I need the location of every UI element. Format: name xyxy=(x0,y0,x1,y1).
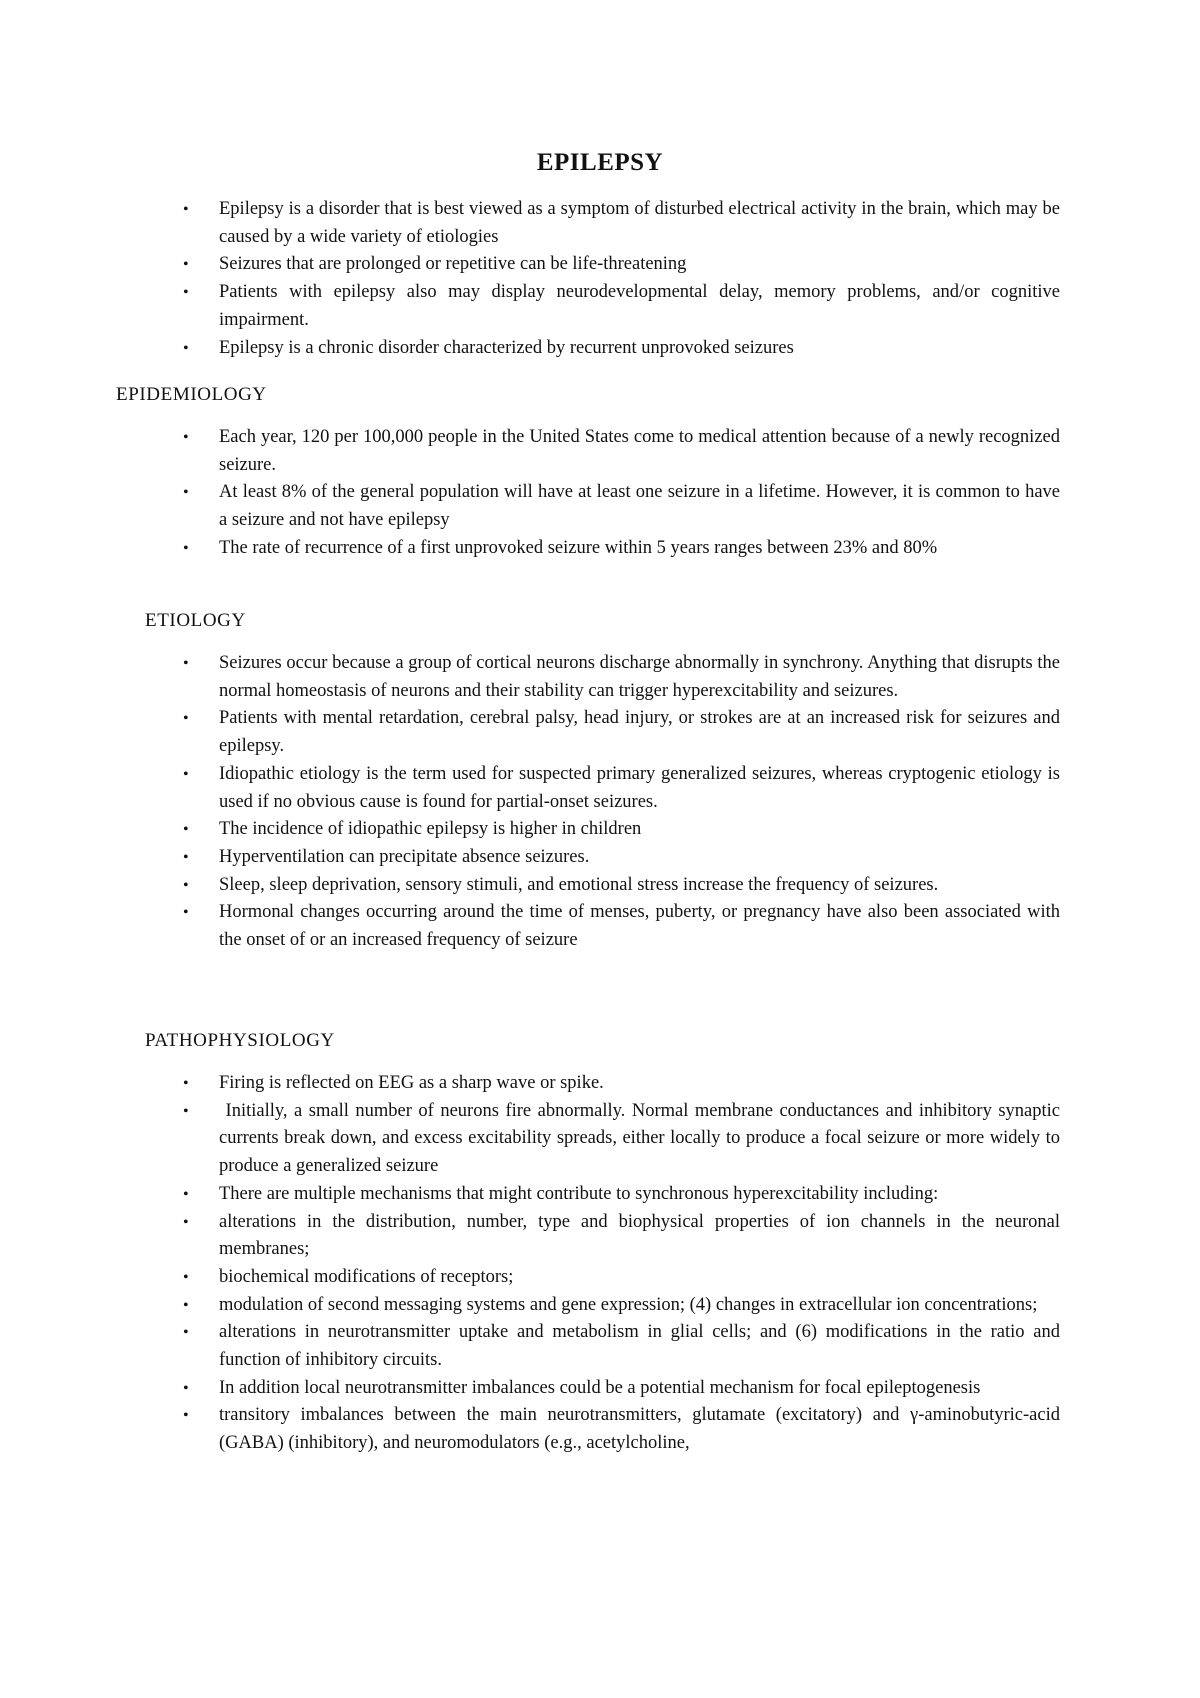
list-item: • Hormonal changes occurring around the time of menses, puberty, or pregnancy have also been associated with the onset of or an increased frequency of seizure xyxy=(0,899,1060,954)
bullet-icon: • xyxy=(183,1268,189,1286)
intro-list xyxy=(0,196,1200,362)
bullet-icon: • xyxy=(183,284,189,302)
list-item: • Sleep, sleep deprivation, sensory stimuli, and emotional stress increase the frequency of seizures. xyxy=(0,872,1060,900)
bullet-icon: • xyxy=(183,1213,189,1231)
bullet-icon: • xyxy=(183,484,189,502)
bullet-icon: • xyxy=(183,1102,189,1120)
bullet-icon: • xyxy=(183,710,189,728)
bullet-icon: • xyxy=(183,1185,189,1203)
list-item: • Hyperventilation can precipitate absence seizures. xyxy=(0,844,1060,872)
list-item: • Seizures occur because a group of cortical neurons discharge abnormally in synchrony. Anything that disrupts the normal homeostasis of neurons and their stability can trigger hyperexcitability and seizures. xyxy=(0,650,1060,705)
list-item: • Idiopathic etiology is the term used for suspected primary generalized seizures, whereas cryptogenic etiology is used if no obvious cause is found for partial-onset seizures. xyxy=(0,761,1060,816)
list-item: • biochemical modifications of receptors; xyxy=(0,1264,1060,1292)
bullet-icon: • xyxy=(183,1379,189,1397)
list-item: • alterations in neurotransmitter uptake and metabolism in glial cells; and (6) modifications in the ratio and function of inhibitory circuits. xyxy=(0,1319,1060,1374)
bullet-icon: • xyxy=(183,1407,189,1425)
bullet-icon: • xyxy=(183,765,189,783)
list-item: • Firing is reflected on EEG as a sharp wave or spike. xyxy=(0,1070,1060,1098)
list-item: • The rate of recurrence of a first unprovoked seizure within 5 years ranges between 23% and 80% xyxy=(0,535,1060,563)
list-item: • In addition local neurotransmitter imbalances could be a potential mechanism for focal epileptogenesis xyxy=(0,1375,1060,1403)
list-item: • Epilepsy is a disorder that is best viewed as a symptom of disturbed electrical activity in the brain, which may be caused by a wide variety of etiologies xyxy=(0,196,1060,251)
list-item: • alterations in the distribution, number, type and biophysical properties of ion channels in the neuronal membranes; xyxy=(0,1209,1060,1264)
list-item: • Each year, 120 per 100,000 people in the United States come to medical attention because of a newly recognized seizure. xyxy=(0,424,1060,479)
list-item: • Epilepsy is a chronic disorder characterized by recurrent unprovoked seizures xyxy=(0,335,1060,363)
list-item: • At least 8% of the general population will have at least one seizure in a lifetime. However, it is common to have a seizure and not have epilepsy xyxy=(0,479,1060,534)
section-heading-etiology: ETIOLOGY xyxy=(145,610,246,631)
bullet-icon: • xyxy=(183,848,189,866)
etiology-list xyxy=(0,650,1200,955)
pathophysiology-list xyxy=(0,1070,1200,1458)
bullet-icon: • xyxy=(183,1324,189,1342)
bullet-icon: • xyxy=(183,876,189,894)
bullet-icon: • xyxy=(183,539,189,557)
list-item: • Seizures that are prolonged or repetitive can be life-threatening xyxy=(0,251,1060,279)
bullet-icon: • xyxy=(183,201,189,218)
epidemiology-list xyxy=(0,424,1200,563)
bullet-icon: • xyxy=(183,339,189,357)
list-item: • Patients with mental retardation, cerebral palsy, head injury, or strokes are at an increased risk for seizures and epilepsy. xyxy=(0,705,1060,760)
list-item: • There are multiple mechanisms that might contribute to synchronous hyperexcitability including: xyxy=(0,1181,1060,1209)
list-item: • Initially, a small number of neurons fire abnormally. Normal membrane conductances and inhibitory synaptic currents break down, and excess excitability spreads, either locally to produce a focal seizure or more widely to produce a generalized seizure xyxy=(0,1098,1060,1181)
bullet-icon: • xyxy=(183,655,189,672)
page-title: EPILEPSY xyxy=(536,149,664,176)
bullet-icon: • xyxy=(183,256,189,274)
bullet-icon: • xyxy=(183,1075,189,1092)
bullet-icon: • xyxy=(183,429,189,446)
section-heading-pathophysiology: PATHOPHYSIOLOGY xyxy=(145,1030,335,1051)
bullet-icon: • xyxy=(183,1296,189,1314)
list-item: • The incidence of idiopathic epilepsy is higher in children xyxy=(0,816,1060,844)
list-item: • Patients with epilepsy also may display neurodevelopmental delay, memory problems, and/or cognitive impairment. xyxy=(0,279,1060,334)
section-heading-epidemiology: EPIDEMIOLOGY xyxy=(116,384,267,405)
bullet-icon: • xyxy=(183,904,189,922)
bullet-icon: • xyxy=(183,821,189,839)
list-item: • modulation of second messaging systems and gene expression; (4) changes in extracellular ion concentrations; xyxy=(0,1292,1060,1320)
list-item: • transitory imbalances between the main neurotransmitters, glutamate (excitatory) and γ-aminobutyric-acid (GABA) (inhibitory), and neuromodulators (e.g., acetylcholine, xyxy=(0,1402,1060,1457)
